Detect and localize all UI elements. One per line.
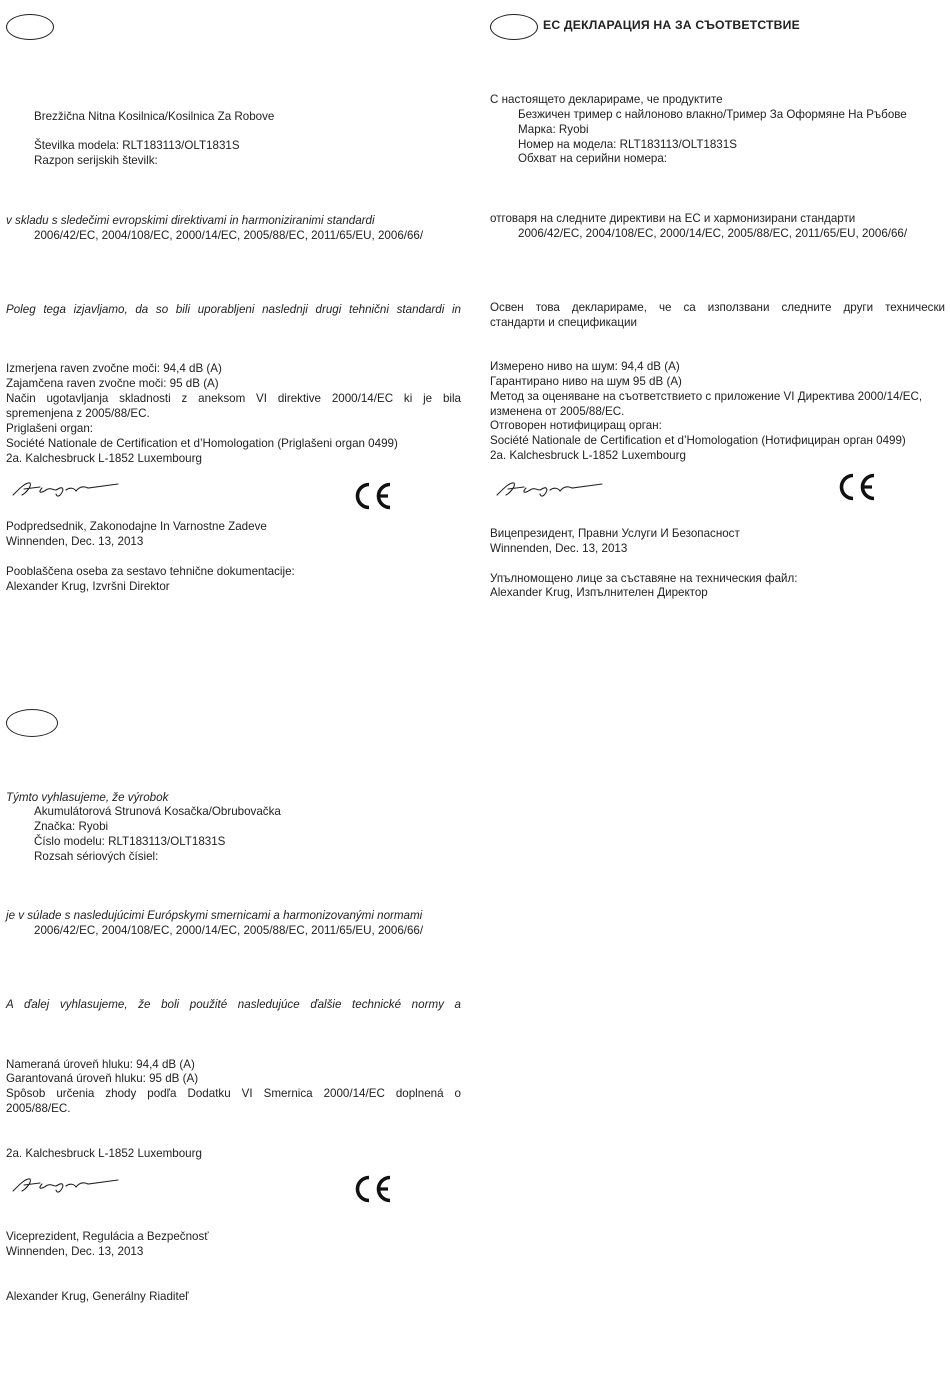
bg-authorized-person: Alexander Krug, Изпълнителен Директор <box>490 586 708 599</box>
sk-brand: Značka: Ryobi <box>34 820 109 833</box>
bg-measured-noise: Измерено ниво на шум: 94,4 dB (A) <box>490 360 680 373</box>
ce-mark-icon <box>352 481 392 511</box>
sk-directives-intro: je v súlade s nasledujúcimi Európskymi smernicami a harmonizovanými normami <box>6 909 423 922</box>
sl-product: Brezžična Nitna Kosilnica/Kosilnica Za Robove <box>34 110 275 123</box>
sl-other-standards: Poleg tega izjavljamo, da so bili uporabljeni naslednji drugi tehnični standardi in <box>6 303 461 316</box>
sk-conformity-method-line1: Spôsob určenia zhody podľa Dodatku VI Smernica 2000/14/EC doplnená o <box>6 1087 461 1100</box>
sl-guaranteed-noise: Zajamčena raven zvočne moči: 95 dB (A) <box>6 377 219 390</box>
sk-authorized-person: Alexander Krug, Generálny Riaditeľ <box>6 1290 189 1303</box>
bg-model-number: Номер на модела: RLT183113/OLT1831S <box>518 138 737 151</box>
sk-conformity-method-line2: 2005/88/EC. <box>6 1102 71 1115</box>
sl-signatory-title: Podpredsednik, Zakonodajne In Varnostne Zadeve <box>6 520 267 533</box>
sk-intro: Týmto vyhlasujeme, že výrobok <box>6 791 169 804</box>
bg-serial-range: Обхват на серийни номера: <box>518 152 668 165</box>
sl-authorized-label: Pooblaščena oseba za sestavo tehnične dokumentacije: <box>6 565 295 578</box>
bg-guaranteed-noise: Гарантирано ниво на шум 95 dB (A) <box>490 375 682 388</box>
sk-serial-range: Rozsah sériových čísiel: <box>34 850 159 863</box>
bg-other-standards-line2: стандарти и спецификации <box>490 316 637 329</box>
bg-place-date: Winnenden, Dec. 13, 2013 <box>490 542 628 555</box>
signature-image <box>494 478 606 500</box>
sk-place-date: Winnenden, Dec. 13, 2013 <box>6 1245 144 1258</box>
bg-address: 2a. Kalchesbruck L-1852 Luxembourg <box>490 449 686 462</box>
ce-mark-icon <box>836 472 876 502</box>
ce-mark-icon <box>352 1174 392 1204</box>
bg-brand: Марка: Ryobi <box>518 123 589 136</box>
sk-model-number: Číslo modelu: RLT183113/OLT1831S <box>34 835 226 848</box>
sk-directives: 2006/42/EC, 2004/108/EC, 2000/14/EC, 2005/88/EC, 2011/65/EU, 2006/66/ <box>34 924 424 937</box>
bg-conformity-method-line2: изменена от 2005/88/EC. <box>490 405 625 418</box>
sl-place-date: Winnenden, Dec. 13, 2013 <box>6 535 144 548</box>
sl-measured-noise: Izmerjena raven zvočne moči: 94,4 dB (A) <box>6 362 222 375</box>
signature-image <box>10 478 122 500</box>
language-badge-sl <box>6 14 54 40</box>
bg-other-standards-line1: Освен това декларираме, че са използвани следните други технически <box>490 301 945 314</box>
bg-authorized-label: Упълномощено лице за съставяне на техническия файл: <box>490 572 798 585</box>
sl-serial-range: Razpon serijskih številk: <box>34 154 158 167</box>
sk-guaranteed-noise: Garantovaná úroveň hluku: 95 dB (A) <box>6 1072 199 1085</box>
bg-signatory-title: Вицепрезидент, Правни Услуги И Безопасност <box>490 527 740 540</box>
bg-intro: С настоящето декларираме, че продуктите <box>490 93 723 106</box>
sl-model-number: Številka modela: RLT183113/OLT1831S <box>34 139 240 152</box>
sl-notified-body-label: Priglašeni organ: <box>6 422 94 435</box>
sl-directives-intro: v skladu s sledečimi evropskimi direktivami in harmoniziranimi standardi <box>6 214 375 227</box>
sl-address: 2a. Kalchesbruck L-1852 Luxembourg <box>6 452 202 465</box>
bg-directives: 2006/42/EC, 2004/108/EC, 2000/14/EC, 2005/88/EC, 2011/65/EU, 2006/66/ <box>518 227 908 240</box>
sl-directives: 2006/42/EC, 2004/108/EC, 2000/14/EC, 2005/88/EC, 2011/65/EU, 2006/66/ <box>34 229 424 242</box>
sl-notified-body: Société Nationale de Certification et d’Homologation (Priglašeni organ 0499) <box>6 437 398 450</box>
language-badge-bg <box>490 14 538 40</box>
bg-directives-intro: отговаря на следните директиви на ЕС и хармонизирани стандарти <box>490 212 856 225</box>
bg-title: ЕС ДЕКЛАРАЦИЯ НА ЗА СЪОТВЕТСТВИЕ <box>543 18 800 32</box>
sk-signatory-title: Viceprezident, Regulácia a Bezpečnosť <box>6 1230 209 1243</box>
language-badge-sk <box>6 709 58 737</box>
sk-measured-noise: Nameraná úroveň hluku: 94,4 dB (A) <box>6 1058 195 1071</box>
sk-address: 2a. Kalchesbruck L-1852 Luxembourg <box>6 1147 202 1160</box>
sl-conformity-method-line2: spremenjena z 2005/88/EC. <box>6 407 150 420</box>
sl-conformity-method-line1: Način ugotavljanja skladnosti z aneksom VI direktive 2000/14/EC ki je bila <box>6 392 461 405</box>
bg-notified-body: Société Nationale de Certification et d’Homologation (Нотифициран орган 0499) <box>490 434 906 447</box>
signature-image <box>10 1174 122 1196</box>
bg-product: Безжичен тример с найлоново влакно/Тример За Оформяне На Ръбове <box>518 108 907 121</box>
bg-notified-body-label: Отговорен нотифициращ орган: <box>490 419 662 432</box>
sl-authorized-person: Alexander Krug, Izvršni Direktor <box>6 580 170 593</box>
bg-conformity-method-line1: Метод за оценяване на съответствието с приложение VI Директива 2000/14/EC, <box>490 390 923 403</box>
sk-other-standards: A ďalej vyhlasujeme, že boli použité nasledujúce ďalšie technické normy a <box>6 998 461 1011</box>
sk-product: Akumulátorová Strunová Kosačka/Obrubovačka <box>34 805 281 818</box>
